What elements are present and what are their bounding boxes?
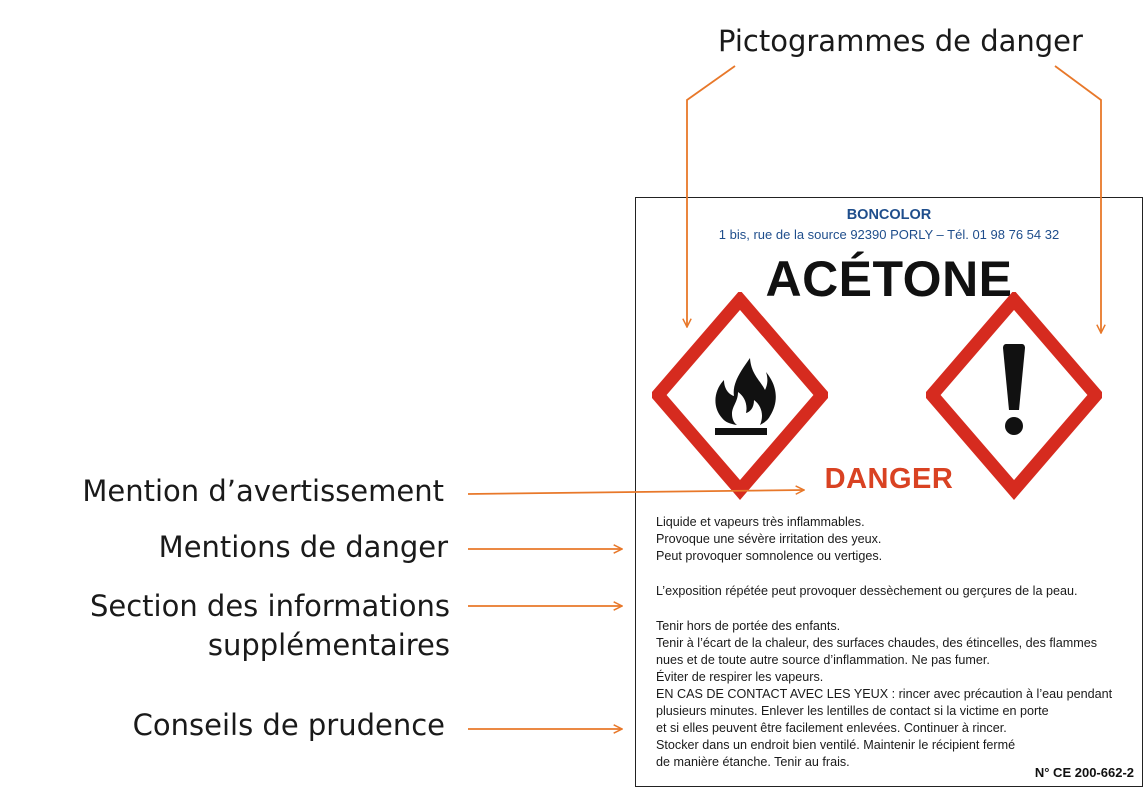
precautionary-line: EN CAS DE CONTACT AVEC LES YEUX : rincer avec précaution à l’eau pendant (656, 687, 1113, 701)
ce-number: N° CE 200-662-2 (1034, 765, 1134, 780)
signal-word: DANGER (824, 463, 954, 495)
precautionary-line: plusieurs minutes. Enlever les lentilles de contact si la victime en porte (656, 704, 1049, 718)
arrow-signal-word (468, 490, 804, 494)
precautionary-line: et si elles peuvent être facilement enlevées. Continuer à rincer. (656, 721, 1007, 735)
company-address: 1 bis, rue de la source 92390 PORLY – Tél. 01 98 76 54 32 (718, 227, 1060, 242)
precautionary-line: de manière étanche. Tenir au frais. (656, 755, 850, 769)
arrow-pictogram-right (1055, 66, 1101, 333)
hazard-statement: Liquide et vapeurs très inflammables. (656, 515, 865, 529)
hazard-statement: Peut provoquer somnolence ou vertiges. (656, 549, 883, 563)
callout-hazard-statements: Mentions de danger (158, 530, 448, 564)
precautionary-line: Stocker dans un endroit bien ventilé. Maintenir le récipient fermé (656, 738, 1016, 752)
precautionary-line: Tenir hors de portée des enfants. (656, 619, 841, 633)
hazard-statement: Provoque une sévère irritation des yeux. (656, 532, 882, 546)
callout-pictograms: Pictogrammes de danger (718, 24, 1083, 58)
precautionary-line: Éviter de respirer les vapeurs. (656, 670, 824, 684)
company-name: BONCOLOR (846, 207, 932, 223)
supplementary-statement: L’exposition répétée peut provoquer dessèchement ou gerçures de la peau. (656, 584, 1078, 598)
product-name: ACÉTONE (765, 251, 1013, 307)
callout-precautionary: Conseils de prudence (132, 708, 445, 742)
arrow-pictogram-left (687, 66, 735, 327)
callout-supplementary-line2: supplémentaires (207, 628, 450, 662)
callout-signal-word: Mention d’avertissement (82, 474, 444, 508)
callout-supplementary-line1: Section des informations (89, 589, 450, 623)
precautionary-line: nues et de toute autre source d’inflammation. Ne pas fumer. (656, 653, 990, 667)
precautionary-line: Tenir à l’écart de la chaleur, des surfaces chaudes, des étincelles, des flammes (656, 636, 1098, 650)
